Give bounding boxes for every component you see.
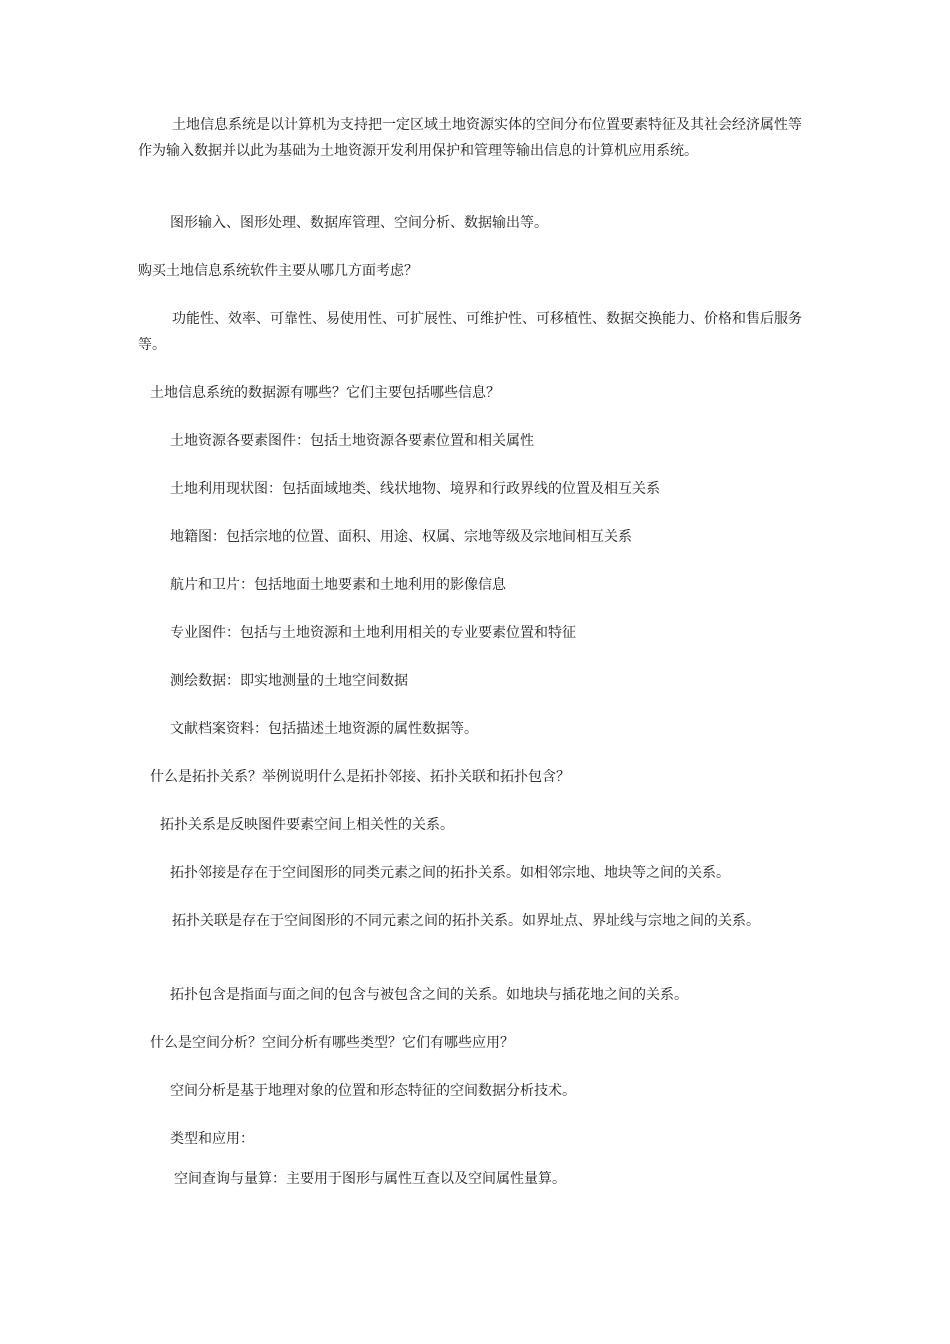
heading-types-applications: 类型和应用： bbox=[170, 1131, 254, 1147]
paragraph-software-criteria: 功能性、效率、可靠性、易使用性、可扩展性、可维护性、可移植性、数据交换能力、价格和售后服务等。 bbox=[138, 311, 802, 353]
paragraph-topology-containment: 拓扑包含是指面与面之间的包含与被包含之间的关系。如地块与插花地之间的关系。 bbox=[170, 987, 688, 1003]
paragraph-lis-definition: 土地信息系统是以计算机为支持把一定区域土地资源实体的空间分布位置要素特征及其社会经济属性等作为输入数据并以此为基础为土地资源开发利用保护和管理等输出信息的计算机应用系统。 bbox=[138, 117, 802, 159]
list-item-aerial-satellite: 航片和卫片：包括地面土地要素和土地利用的影像信息 bbox=[170, 577, 506, 593]
list-item-landuse-map: 土地利用现状图：包括面域地类、线状地物、境界和行政界线的位置及相互关系 bbox=[170, 481, 660, 497]
paragraph-topology-definition: 拓扑关系是反映图件要素空间上相关性的关系。 bbox=[160, 817, 454, 833]
question-topology: 什么是拓扑关系？举例说明什么是拓扑邻接、拓扑关联和拓扑包含？ bbox=[150, 769, 570, 785]
list-item-thematic-maps: 专业图件：包括与土地资源和土地利用相关的专业要素位置和特征 bbox=[170, 625, 576, 641]
paragraph-spatial-query: 空间查询与量算：主要用于图形与属性互查以及空间属性量算。 bbox=[174, 1171, 566, 1187]
paragraph-spatial-analysis-definition: 空间分析是基于地理对象的位置和形态特征的空间数据分析技术。 bbox=[170, 1083, 576, 1099]
question-data-sources: 土地信息系统的数据源有哪些？它们主要包括哪些信息？ bbox=[150, 385, 500, 401]
list-item-cadastral-map: 地籍图：包括宗地的位置、面积、用途、权属、宗地等级及宗地间相互关系 bbox=[170, 529, 632, 545]
paragraph-functions: 图形输入、图形处理、数据库管理、空间分析、数据输出等。 bbox=[170, 215, 548, 231]
paragraph-topology-adjacency: 拓扑邻接是存在于空间图形的同类元素之间的拓扑关系。如相邻宗地、地块等之间的关系。 bbox=[170, 865, 730, 881]
list-item-resource-maps: 土地资源各要素图件：包括土地资源各要素位置和相关属性 bbox=[170, 433, 534, 449]
question-spatial-analysis: 什么是空间分析？空间分析有哪些类型？它们有哪些应用？ bbox=[150, 1035, 514, 1051]
list-item-survey-data: 测绘数据：即实地测量的土地空间数据 bbox=[170, 673, 408, 689]
paragraph-topology-incidence: 拓扑关联是存在于空间图形的不同元素之间的拓扑关系。如界址点、界址线与宗地之间的关系。 bbox=[172, 913, 760, 929]
question-software-purchase: 购买土地信息系统软件主要从哪几方面考虑？ bbox=[138, 263, 418, 279]
list-item-archives: 文献档案资料：包括描述土地资源的属性数据等。 bbox=[170, 721, 478, 737]
